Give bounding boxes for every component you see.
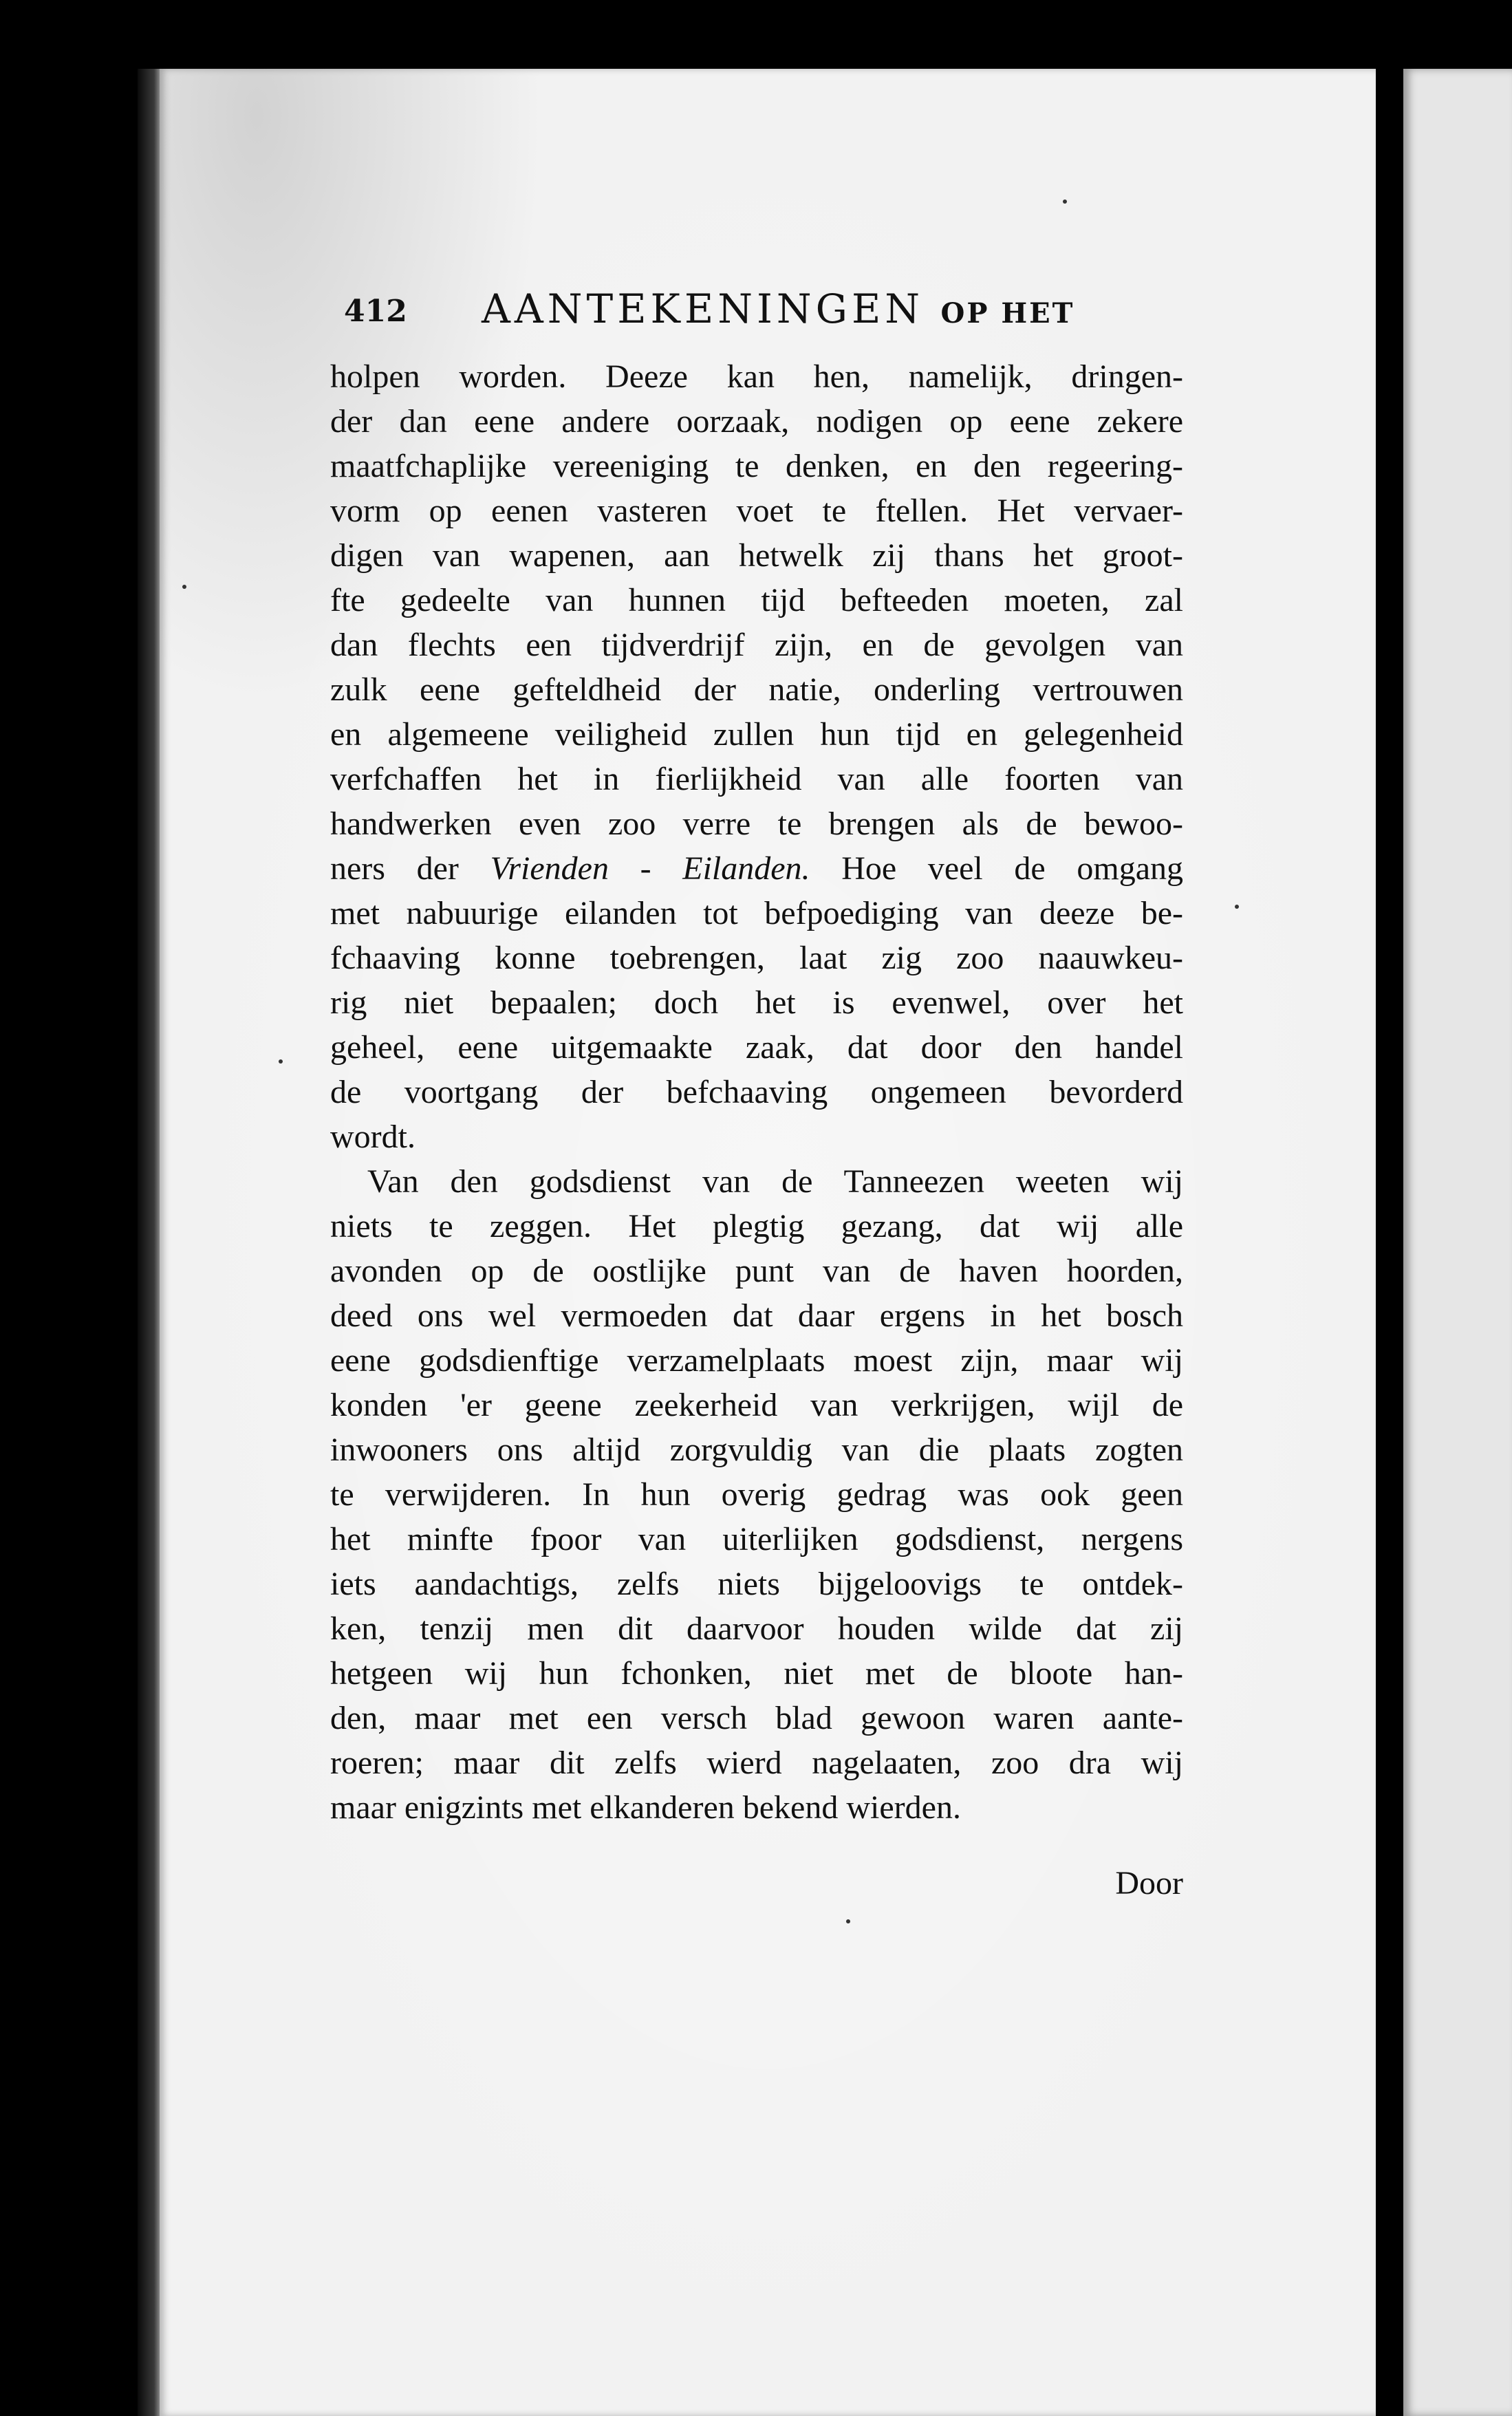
- text-line: digen van wapenen, aan hetwelk zij thans het groot-: [330, 537, 1183, 574]
- text-line: geheel, eene uitgemaakte zaak, dat door den handel: [330, 1029, 1183, 1066]
- body-text: [330, 354, 1183, 1830]
- text-line: vorm op eenen vasteren voet te ftellen. Het vervaer-: [330, 493, 1183, 529]
- running-head: [344, 285, 1073, 347]
- running-title-suffix: OP HET: [940, 297, 1075, 330]
- paper-speck: [1235, 905, 1239, 909]
- text-segment: Hoe veel de omgang: [841, 850, 1183, 887]
- text-line: en algemeene veiligheid zullen hun tijd en gelegenheid: [330, 716, 1183, 753]
- text-line: deed ons wel vermoeden dat daar ergens in het bosch: [330, 1297, 1183, 1334]
- text-line: Van den godsdienst van de Tanneezen weeten wij: [367, 1163, 1183, 1200]
- text-line: niets te zeggen. Het plegtig gezang, dat wij alle: [330, 1208, 1183, 1244]
- text-line: inwooners ons altijd zorgvuldig van die plaats zogten: [330, 1432, 1183, 1468]
- italic-place-name: Vrienden - Eilanden.: [490, 850, 810, 887]
- text-line: rig niet bepaalen; doch het is evenwel, over het: [330, 984, 1183, 1021]
- facing-page-edge: [1403, 69, 1512, 2416]
- text-line: te verwijderen. In hun overig gedrag was ook geen: [330, 1476, 1183, 1513]
- text-line: den, maar met een versch blad gewoon waren aante-: [330, 1700, 1183, 1736]
- paper-speck: [182, 585, 186, 589]
- text-line: eene godsdienftige verzamelplaats moest zijn, maar wij: [330, 1342, 1183, 1379]
- text-line: der dan eene andere oorzaak, nodigen op eene zekere: [330, 403, 1183, 440]
- text-line: met nabuurige eilanden tot befpoediging van deeze be-: [330, 895, 1183, 931]
- text-line: zulk eene gefteldheid der natie, onderling vertrouwen: [330, 671, 1183, 708]
- text-line: maatfchaplijke vereeniging te denken, en den regeering-: [330, 448, 1183, 484]
- text-line: wordt.: [330, 1119, 415, 1155]
- text-line: roeren; maar dit zelfs wierd nagelaaten, zoo dra wij: [330, 1745, 1183, 1781]
- text-line: holpen worden. Deeze kan hen, namelijk, dringen-: [330, 358, 1183, 395]
- text-line: hetgeen wij hun fchonken, niet met de bloote han-: [330, 1655, 1183, 1692]
- page-number: 412: [344, 294, 407, 329]
- running-title: [482, 285, 1074, 332]
- paper-speck: [279, 1059, 283, 1064]
- text-segment: ners der: [330, 850, 459, 887]
- text-line: verfchaffen het in fierlijkheid van alle foorten van: [330, 761, 1183, 797]
- text-line: fchaaving konne toebrengen, laat zig zoo naauwkeu-: [330, 940, 1183, 976]
- text-line: de voortgang der befchaaving ongemeen bevorderd: [330, 1074, 1183, 1110]
- page-gutter: [1376, 69, 1403, 2256]
- catchword: Door: [1115, 1865, 1183, 1901]
- text-line: fte gedeelte van hunnen tijd befteeden moeten, zal: [330, 582, 1183, 618]
- paper-speck: [1063, 199, 1067, 204]
- text-line: ken, tenzij men dit daarvoor houden wilde dat zij: [330, 1610, 1183, 1647]
- text-line-mixed: [330, 846, 1183, 891]
- text-line: dan flechts een tijdverdrijf zijn, en de gevolgen van: [330, 627, 1183, 663]
- text-line: handwerken even zoo verre te brengen als de bewoo-: [330, 806, 1183, 842]
- text-line: maar enigzints met elkanderen bekend wierden.: [330, 1789, 961, 1826]
- text-line: iets aandachtigs, zelfs niets bijgeloovigs te ontdek-: [330, 1566, 1183, 1602]
- text-line: konden 'er geene zeekerheid van verkrijgen, wijl de: [330, 1387, 1183, 1423]
- running-title-main: AANTEKENINGEN: [482, 285, 925, 332]
- text-line: het minfte fpoor van uiterlijken godsdienst, nergens: [330, 1521, 1183, 1557]
- text-line: avonden op de oostlijke punt van de haven hoorden,: [330, 1253, 1183, 1289]
- paper-speck: [846, 1919, 850, 1923]
